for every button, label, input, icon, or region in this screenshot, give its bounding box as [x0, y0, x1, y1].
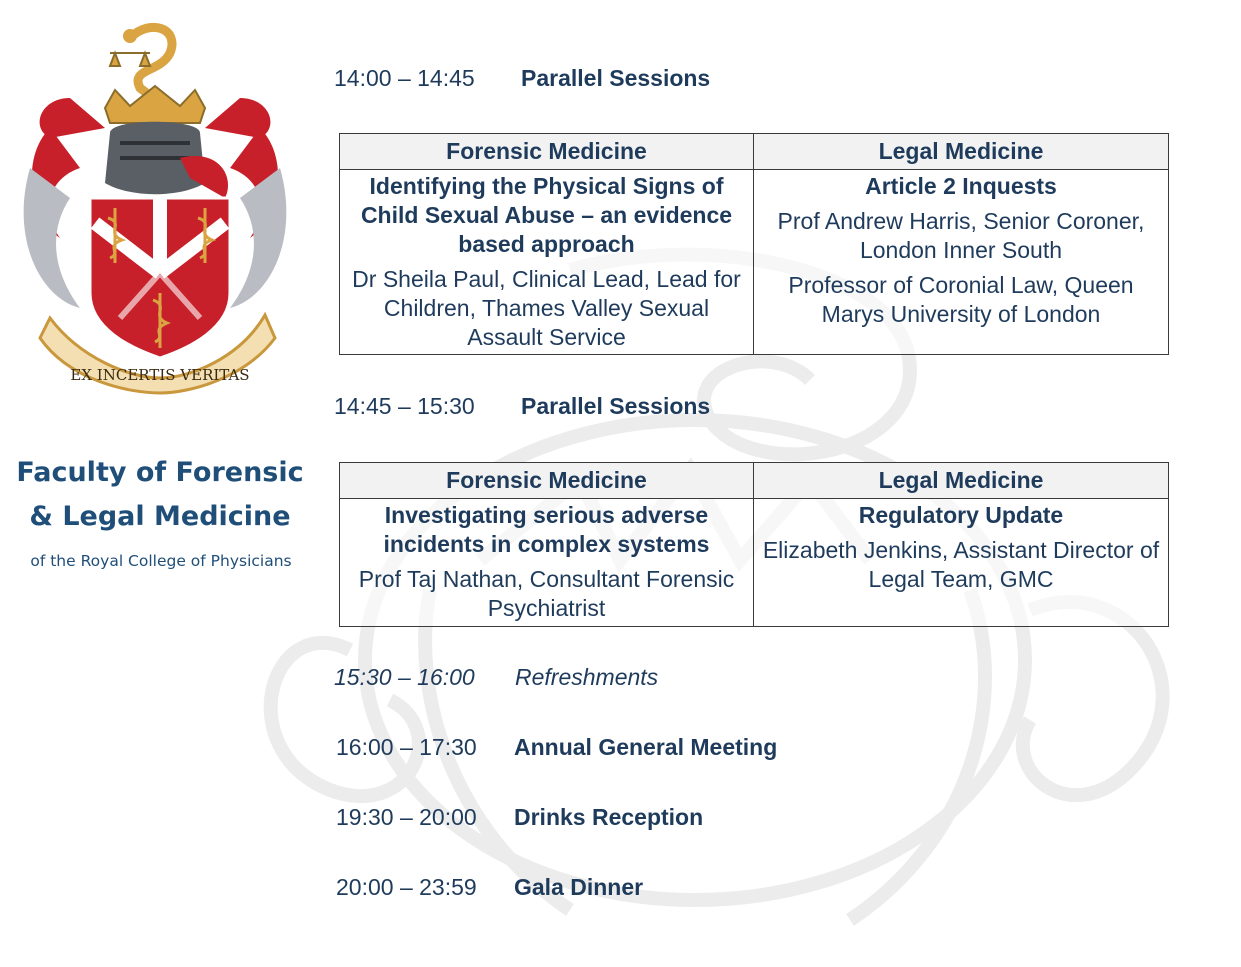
session2-legal-topic: Regulatory Update [858, 502, 1064, 528]
session1-header-forensic: Forensic Medicine [340, 134, 754, 170]
refreshments-row [334, 664, 659, 691]
session1-header-legal: Legal Medicine [754, 134, 1169, 170]
drinks-time: 19:30 – 20:00 [336, 804, 477, 830]
faculty-crest-logo [10, 8, 300, 403]
agm-time: 16:00 – 17:30 [336, 734, 477, 760]
session2-legal-cell [754, 499, 1169, 627]
session2-forensic-cell [340, 499, 754, 627]
session2-forensic-speaker: Prof Taj Nathan, Consultant Forensic Psychiatrist [358, 566, 735, 621]
refreshments-time: 15:30 – 16:00 [334, 664, 475, 690]
session2-forensic-topic: Investigating serious adverse incidents in complex systems [383, 502, 710, 557]
session1-forensic-cell [340, 170, 754, 355]
session1-table [339, 133, 1169, 355]
dinner-title: Gala Dinner [514, 874, 644, 900]
session1-forensic-topic: Identifying the Physical Signs of Child Sexual Abuse – an evidence based approach [360, 173, 733, 257]
session1-forensic-speaker: Dr Sheila Paul, Clinical Lead, Lead for Children, Thames Valley Sexual Assault Service [352, 266, 741, 350]
session1-legal-cell [754, 170, 1169, 355]
session1-time: 14:00 – 14:45 [334, 65, 475, 91]
org-title-line1: Faculty of Forensic [16, 457, 304, 488]
session1-heading [334, 65, 711, 92]
drinks-row [336, 804, 704, 831]
session2-title: Parallel Sessions [521, 393, 711, 419]
drinks-title: Drinks Reception [514, 804, 704, 830]
session2-time: 14:45 – 15:30 [334, 393, 475, 419]
session1-legal-speaker: Prof Andrew Harris, Senior Coroner, London Inner South [777, 208, 1145, 263]
dinner-row [336, 874, 644, 901]
session1-title: Parallel Sessions [521, 65, 711, 91]
agm-title: Annual General Meeting [514, 734, 778, 760]
session2-legal-speaker: Elizabeth Jenkins, Assistant Director of Legal Team, GMC [762, 537, 1160, 592]
session1-legal-topic: Article 2 Inquests [865, 173, 1057, 199]
org-title-line2: & Legal Medicine [29, 501, 291, 532]
session2-header-forensic: Forensic Medicine [340, 463, 754, 499]
session1-legal-speaker-extra: Professor of Coronial Law, Queen Marys University of London [788, 272, 1134, 327]
session2-header-legal: Legal Medicine [754, 463, 1169, 499]
session2-heading [334, 393, 711, 420]
agm-row [336, 734, 778, 761]
session2-table [339, 462, 1169, 627]
org-subtitle: of the Royal College of Physicians [30, 552, 292, 570]
dinner-time: 20:00 – 23:59 [336, 874, 477, 900]
crest-motto: EX INCERTIS VERITAS [70, 366, 250, 384]
refreshments-title: Refreshments [515, 664, 659, 690]
